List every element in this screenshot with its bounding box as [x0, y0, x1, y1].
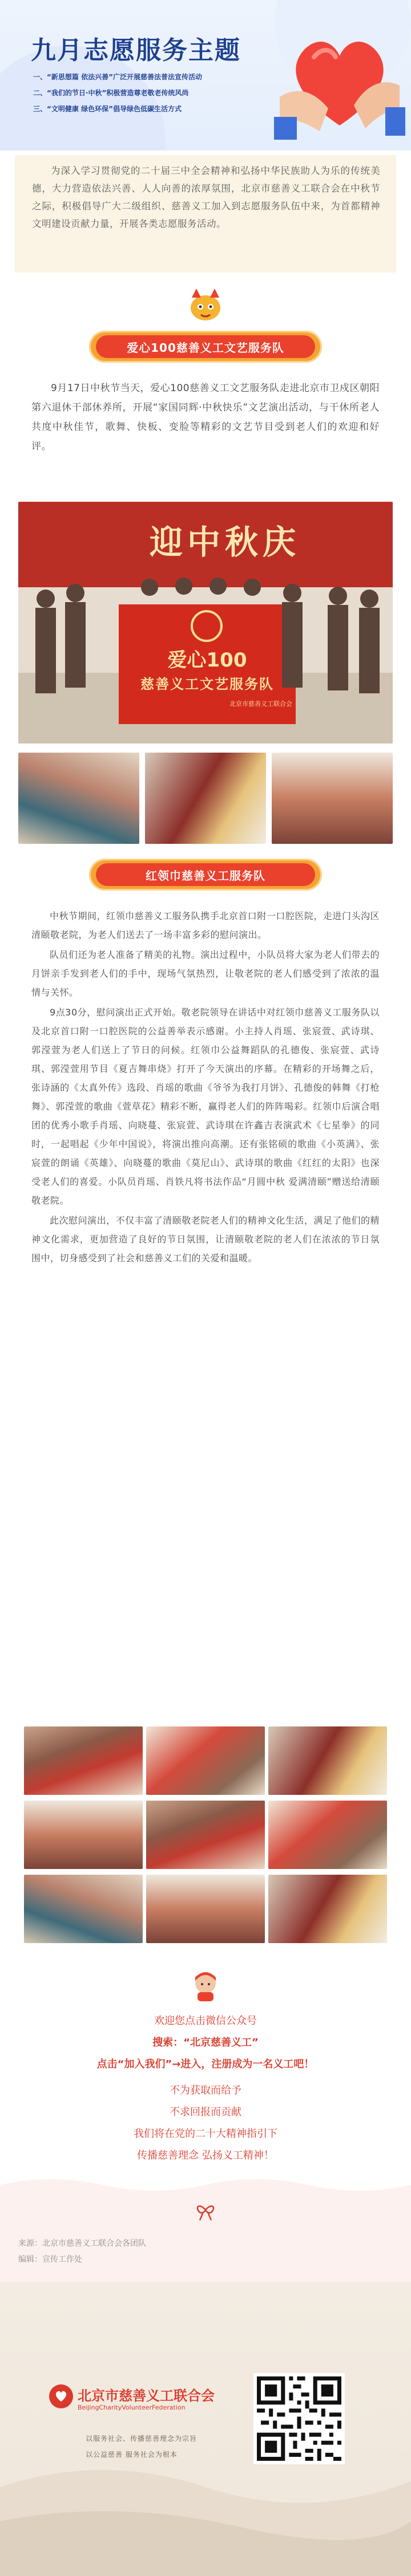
intro-text: 为深入学习贯彻党的二十届三中全会精神和弘扬中华民族助人为乐的传统美德，大力营造依法兴善、人人向善的浓厚氛围，北京市慈善义工联合会在中秋节之际，积极倡导广大二级组织、慈善义工加入到志愿服务队伍中来，为首都精神文明建设贡献力量，开展各类志愿服务活动。 — [32, 165, 380, 229]
section2-photo-grid — [24, 1726, 387, 1949]
section2-paragraph-2: 队员们还为老人准备了精美的礼物。演出过程中，小队员将大家为老人们带去的月饼亲手发到老人们的手中，现场气氛热烈，让敬老院的老人们感受到了浓浓的温情与关怀。 — [31, 949, 380, 998]
federation-logo — [48, 2383, 74, 2410]
section1-photo-1 — [18, 753, 139, 844]
wave-divider — [0, 2173, 411, 2196]
red-banner-line-1: 爱心100 — [167, 649, 247, 672]
section2-paragraph-4: 此次慰问演出，不仅丰富了清颐敬老院老人们的精神文化生活，满足了他们的精神文化需求，更加营造了良好的节日氛围，让清颐敬老院的老人们在浓浓的节日氛围中，切身感受到了社会和慈善义工们的关爱和温暖。 — [31, 1215, 380, 1263]
closing-line-4: 传播慈善理念 弘扬义工精神！ — [137, 2150, 274, 2161]
footer-motto-1: 以服务社会、传播慈善理念为宗旨 — [86, 2435, 198, 2443]
closing-welcome: 欢迎您点击微信公众号 — [154, 2015, 257, 2027]
footer-motto-2: 以公益慈善 服务社会为根本 — [86, 2451, 178, 2459]
section1-photo-3 — [272, 753, 393, 844]
credit-source: 来源：北京市慈善义工联合会各团队 — [18, 2239, 146, 2248]
header-title: 九月志愿服务主题 — [31, 36, 241, 65]
header-theme-2: 二、“我们的节日·中秋”积极营造尊老敬老传统风尚 — [33, 89, 189, 97]
qr-code-icon — [257, 2376, 341, 2461]
closing-line-2: 不求回报而贡献 — [170, 2106, 241, 2118]
qr-code-frame[interactable] — [253, 2373, 345, 2464]
credit-editor: 编辑：宣传工作处 — [18, 2255, 82, 2264]
closing-line-1: 不为获取而给予 — [170, 2085, 241, 2096]
grid-photo — [24, 1875, 143, 1943]
dragon-mascot-icon — [184, 285, 227, 325]
section1-photo-2 — [145, 753, 266, 844]
grid-photo — [24, 1726, 143, 1795]
grid-photo — [24, 1801, 143, 1869]
volunteer-mascot-icon — [188, 1969, 223, 2001]
closing-search-prefix: 搜索： — [152, 2037, 184, 2049]
stage-backdrop-text: 迎中秋庆 — [150, 523, 301, 562]
grid-photo — [268, 1875, 387, 1943]
footer-org-en: BeijingCharityVolunteerFederation — [78, 2404, 186, 2411]
footer-card — [0, 2282, 411, 2576]
section2-text — [31, 907, 380, 1269]
header-banner — [0, 0, 411, 151]
grid-photo — [146, 1801, 265, 1869]
section2-paragraph-1: 中秋节期间，红领巾慈善义工服务队携手北京首口附一口腔医院，走进门头沟区清颐敬老院，为老人们送去了一场丰富多彩的慰问演出。 — [31, 911, 380, 940]
footer-org-cn: 北京市慈善义工联合会 — [78, 2388, 215, 2404]
section-banner-2 — [89, 859, 322, 891]
header-theme-1: 一、“新思想篇 依法兴善”广泛开展慈善法普法宣传活动 — [33, 73, 202, 81]
red-banner-small: 北京市慈善义工联合会 — [229, 700, 292, 708]
closing-search-line — [0, 2034, 411, 2049]
grid-photo — [268, 1801, 387, 1869]
grid-photo — [146, 1875, 265, 1943]
section-banner-1 — [89, 331, 322, 363]
section1-group-photo — [18, 502, 393, 743]
section-title-2: 红领巾慈善义工服务队 — [96, 863, 315, 886]
heart-hands-illustration — [274, 11, 405, 143]
grid-photo — [146, 1726, 265, 1795]
closing-line-3: 我们将在党的二十大精神指引下 — [134, 2128, 277, 2140]
section1-paragraph: 9月17日中秋节当天，爱心100慈善义工文艺服务队走进北京市卫戍区朝阳第六退休干部休养所，开展“家国同辉·中秋快乐”文艺演出活动，与干休所老人共度中秋佳节，歌舞、快板、变脸等精彩的文艺节目受到老人们的欢迎和好评。 — [31, 383, 380, 452]
section-title-1: 爱心100慈善义工文艺服务队 — [96, 335, 315, 358]
footer-ink-decoration — [0, 2282, 411, 2576]
section2-paragraph-3: 9点30分，慰问演出正式开始。敬老院领导在讲话中对红领巾慈善义工服务队以及北京首口附一口腔医院的公益善举表示感谢。小主持人肖瑶、张宸萱、武诗琪、郭滢萱为老人们送上了节日的问候。红领巾公益舞蹈队的孔德俊、张宸萱、武诗琪、郭滢萱用节目《夏吉舞串烧》打开了今天演出的序幕。在精彩的开场舞之后，张诗涵的《太真外传》选段、肖瑶的歌曲《爷爷为我打月饼》、孔德俊的韩舞《打枪舞》、郭滢萱的歌曲《萱草花》精彩不断，赢得老人们的阵阵喝彩。红领巾后演合唱团的优秀小歌手肖瑶、向晓蔓、张宸萱、武诗琪在许鑫吉表演武术《七星拳》的同时，一起唱起《少年中国说》，将演出推向高潮。还有张铭硕的歌曲《小英满》、张宸萱的朗诵《英雄》、向晓蔓的歌曲《莫尼山》、武诗琪的歌曲《红红的太阳》也深受老人们的喜爱。小队员肖瑶、肖铁凡将书法作品“月圆中秋 爱满清颐”赠送给清颐敬老院。 — [31, 1007, 380, 1206]
closing-search-term: “北京慈善义工” — [183, 2037, 259, 2049]
section1-text — [31, 379, 380, 457]
red-banner-line-2: 慈善义工文艺服务队 — [140, 676, 274, 692]
knot-ornament-icon — [194, 2202, 217, 2221]
closing-join[interactable]: 点击“加入我们”→进入，注册成为一名义工吧！ — [96, 2058, 315, 2070]
grid-photo — [268, 1726, 387, 1795]
header-theme-3: 三、“文明健康 绿色环保”倡导绿色低碳生活方式 — [33, 105, 182, 113]
